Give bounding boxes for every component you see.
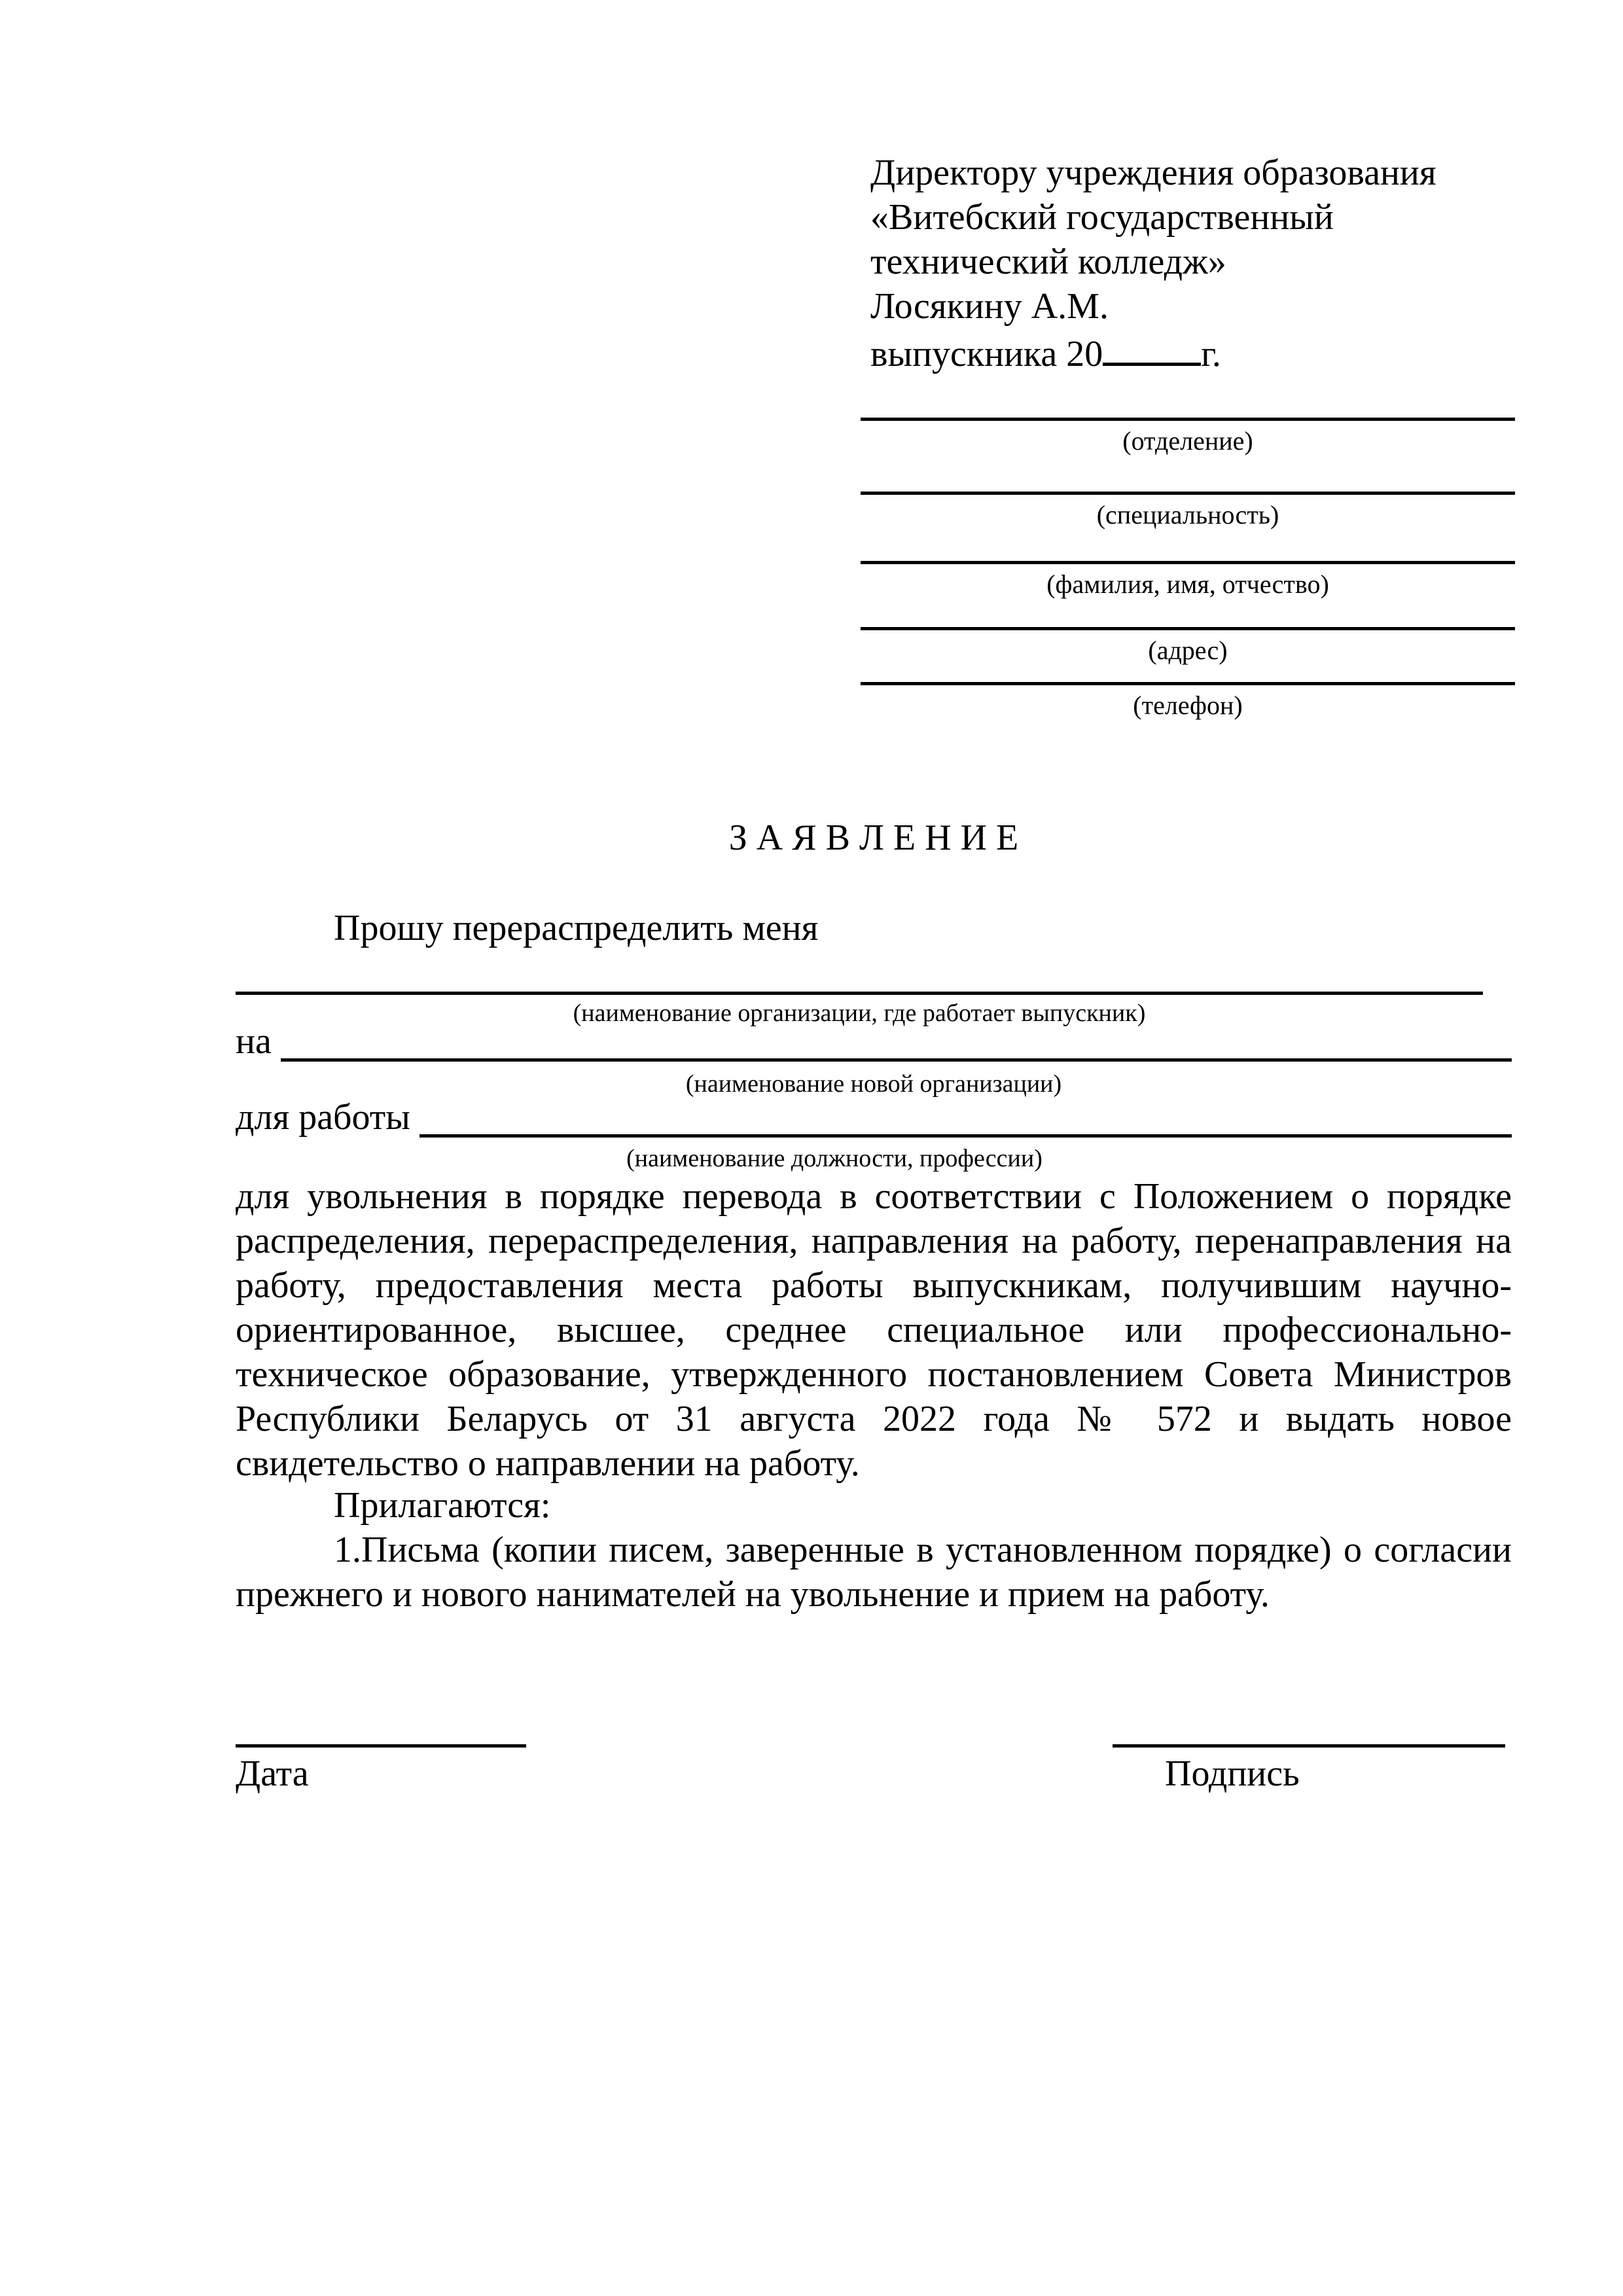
attachment-item-1: 1.Письма (копии писем, заверенные в установленном порядке) о согласии прежнего и нового нанимателей на увольнение и прием на работу. — [236, 1530, 1512, 1615]
graduate-year-suffix: г. — [1201, 334, 1221, 374]
graduate-year-prefix: выпускника 20 — [870, 334, 1103, 374]
signature-field[interactable] — [1113, 1744, 1505, 1796]
field-new-organization[interactable] — [281, 1018, 1512, 1062]
addressee-line-director: Директору учреждения образования — [870, 152, 1436, 193]
date-label: Дата — [236, 1753, 309, 1794]
graduate-year-line — [870, 329, 1531, 376]
field-position-caption: (наименование должности, профессии) — [626, 1145, 1043, 1172]
field-speciality[interactable] — [861, 492, 1515, 531]
field-current-organization-caption: (наименование организации, где работает выпускник) — [573, 999, 1146, 1027]
addressee-line-institution-1: «Витебский государственный — [870, 197, 1334, 238]
position-prefix-label: для работы — [236, 1097, 410, 1138]
na-prefix-label: на — [236, 1021, 272, 1062]
date-signature-field[interactable] — [236, 1744, 526, 1796]
field-full-name[interactable] — [861, 561, 1515, 601]
field-department-caption: (отделение) — [1122, 426, 1253, 456]
field-address-caption: (адрес) — [1148, 636, 1228, 665]
body-paragraph: для увольнения в порядке перевода в соответствии с Положением о порядке распределения, перераспределения, направления на работу, перенаправления на работу, предоставления места работы выпускникам, получившим научно-ориентированное, высшее, среднее специальное или профессионально-техническое образование, утвержденного постановлением Совета Министров Республики Беларусь от 31 августа 2022 года № 572 и выдать новое свидетельство о направлении на работу. — [236, 1176, 1512, 1484]
addressee-block — [870, 151, 1531, 376]
field-speciality-caption: (специальность) — [1096, 500, 1279, 529]
field-new-organization-caption: (наименование новой организации) — [685, 1070, 1062, 1098]
field-position[interactable] — [419, 1094, 1512, 1138]
position-row — [236, 1097, 1512, 1138]
new-organization-row — [236, 1021, 1512, 1062]
field-address[interactable] — [861, 627, 1515, 667]
request-sentence: Прошу перераспределить меня — [334, 908, 819, 948]
addressee-line-director-name: Лосякину А.М. — [870, 286, 1109, 327]
graduate-year-blank-field[interactable] — [1103, 329, 1201, 366]
field-phone[interactable] — [861, 682, 1515, 722]
field-full-name-caption: (фамилия, имя, отчество) — [1046, 569, 1329, 599]
attachments-heading: Прилагаются: — [334, 1485, 551, 1526]
signature-label: Подпись — [1165, 1753, 1300, 1794]
field-phone-caption: (телефон) — [1133, 691, 1243, 720]
document-title: З А Я В Л Е Н И Е — [728, 817, 1019, 858]
addressee-line-institution-2: технический колледж» — [870, 242, 1226, 282]
field-department[interactable] — [861, 418, 1515, 457]
